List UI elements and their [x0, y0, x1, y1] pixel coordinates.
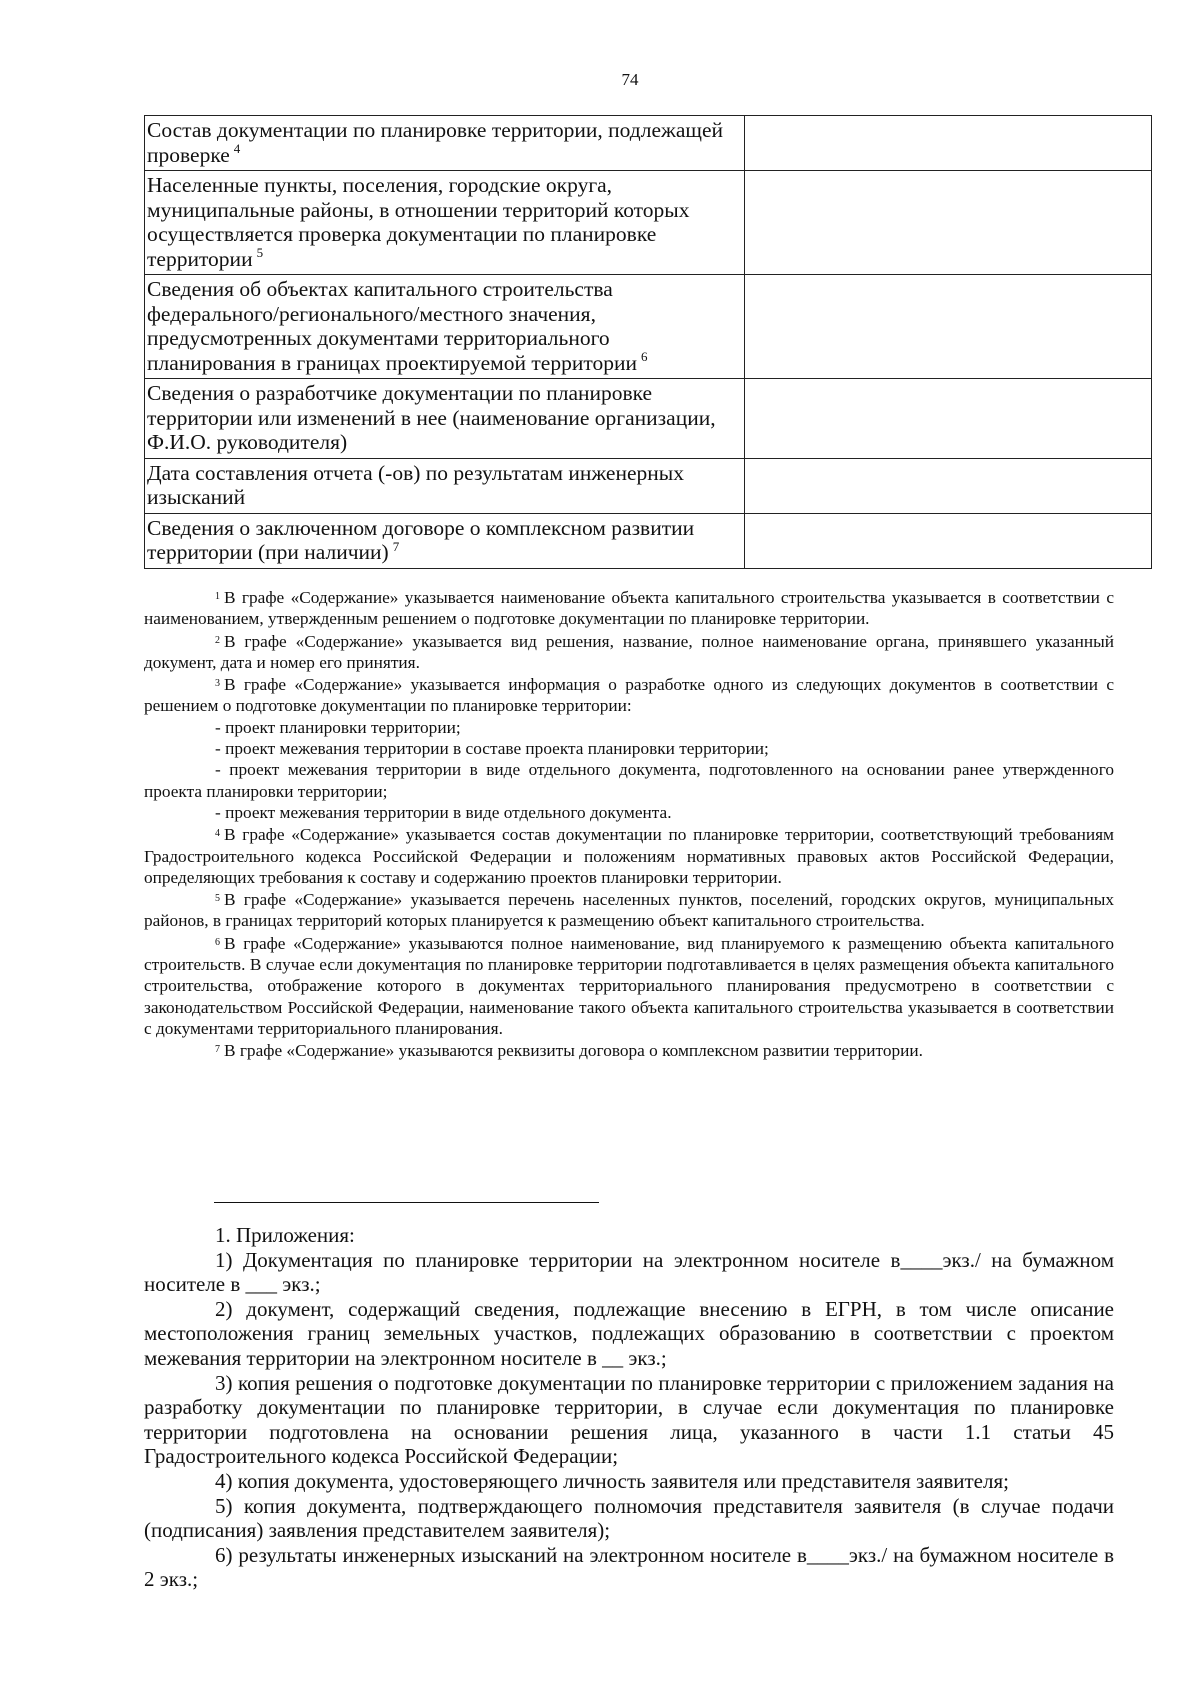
table-row-label: Населенные пункты, поселения, городские округа, муниципальные районы, в отношении территорий которых осуществляется проверка документации по планировке территории $^5$: [145, 171, 745, 275]
footnote-ref: 4: [233, 141, 241, 157]
list-item: 6) результаты инженерных изысканий на электронном носителе в____экз./ на бумажном носителе в 2 экз.;: [144, 1542, 1114, 1592]
table-row-label: Сведения об объектах капитального строительства федерального/регионального/местного значения, предусмотренных документами территориального планирования в границах проектируемой территории $^6$: [145, 275, 745, 379]
list-item: 5) копия документа, подтверждающего полномочия представителя заявителя (в случае подачи (подписания) заявления представителем заявителя);: [144, 1493, 1114, 1543]
page-number: 74: [621, 70, 639, 89]
attachments-section: [144, 1223, 1114, 1592]
list-item: 3) копия решения о подготовке документации по планировке территории с приложением задания на разработку документации по планировке территории, в случае если документация по планировке территории подготовлена на основании решения лица, указанного в части 1.1 статьи 45 Градостроительного кодекса Российской Федерации;: [144, 1370, 1114, 1469]
footnote-1: $^1$ В графе «Содержание» указывается наименование объекта капитального строительства указывается в соответствии с наименованием, утвержденным решением о подготовке документации по планировке территории.: [144, 588, 1114, 629]
list-item: 4) копия документа, удостоверяющего личность заявителя или представителя заявителя;: [215, 1468, 1009, 1493]
footnote-2: $^2$ В графе «Содержание» указывается вид решения, название, полное наименование органа, принявшего указанный документ, дата и номер его принятия.: [144, 631, 1114, 672]
footnote-3: $^3$ В графе «Содержание» указывается информация о разработке одного из следующих документов в соответствии с решением о подготовке документации по планировке территории:: [144, 675, 1114, 716]
table-row-label: Состав документации по планировке территории, подлежащей проверке $^4$: [145, 116, 745, 171]
footnote-4: $^4$ В графе «Содержание» указывается состав документации по планировке территории, соответствующий требованиям Градостроительного кодекса Российской Федерации и положениям нормативных правовых актов Российской Федерации, определяющих требования к составу и содержанию проектов планировки территории.: [144, 825, 1114, 887]
footnote-7: $^7$ В графе «Содержание» указываются реквизиты договора о комплексном развитии территории.: [215, 1041, 923, 1061]
table-row-value[interactable]: [745, 379, 1152, 459]
attachments-heading: 1. Приложения:: [215, 1223, 355, 1247]
table-row-value[interactable]: [745, 275, 1152, 379]
footnote-ref: 6: [640, 349, 648, 365]
table-row-label: Сведения о разработчике документации по планировке территории или изменений в нее (наименование организации, Ф.И.О. руководителя): [145, 379, 745, 459]
table-row: [145, 379, 1152, 459]
footnote-ref: 5: [256, 245, 264, 261]
table-row: [145, 116, 1152, 171]
footnotes: [144, 586, 1114, 1062]
table-row-value[interactable]: [745, 171, 1152, 275]
list-item: 2) документ, содержащий сведения, подлежащие внесению в ЕГРН, в том числе описание местоположения границ земельных участков, подлежащих образованию в соответствии с проектом межевания территории на электронном носителе в __ экз.;: [144, 1296, 1114, 1370]
table-row-value[interactable]: [745, 458, 1152, 513]
table-row: [145, 513, 1152, 568]
table-row: [145, 275, 1152, 379]
table-row: [145, 458, 1152, 513]
table-row-label: Дата составления отчета (-ов) по результатам инженерных изысканий: [145, 458, 745, 513]
list-item: 1) Документация по планировке территории на электронном носителе в____экз./ на бумажном носителе в ___ экз.;: [144, 1247, 1114, 1297]
table-row-value[interactable]: [745, 116, 1152, 171]
list-item: - проект межевания территории в составе проекта планировки территории;: [215, 739, 769, 759]
list-item: - проект межевания территории в виде отдельного документа, подготовленного на основании ранее утвержденного проекта планировки территории;: [144, 760, 1114, 801]
table-row-label: Сведения о заключенном договоре о комплексном развитии территории (при наличии) $^7$: [145, 513, 745, 568]
list-item: - проект межевания территории в виде отдельного документа.: [215, 802, 672, 822]
footnote-separator: [214, 1202, 599, 1203]
table-row: [145, 171, 1152, 275]
footnote-ref: 7: [392, 538, 400, 554]
footnote-5: $^5$ В графе «Содержание» указывается перечень населенных пунктов, поселений, городских округов, муниципальных районов, в границах территорий которых планируется к размещению объект капитального строительства.: [144, 890, 1114, 931]
list-item: - проект планировки территории;: [215, 717, 461, 737]
information-table: [144, 115, 1152, 569]
table-row-value[interactable]: [745, 513, 1152, 568]
footnote-6: $^6$ В графе «Содержание» указываются полное наименование, вид планируемого к размещению объекта капитального строительств. В случае если документация по планировке территории подготавливается в целях размещения объекта капитального строительства, отображение которого в документах территориального планирования предусмотрено в соответствии с законодательством Российской Федерации, наименование такого объекта капитального строительства указывается в соответствии с документами территориального планирования.: [144, 933, 1114, 1038]
